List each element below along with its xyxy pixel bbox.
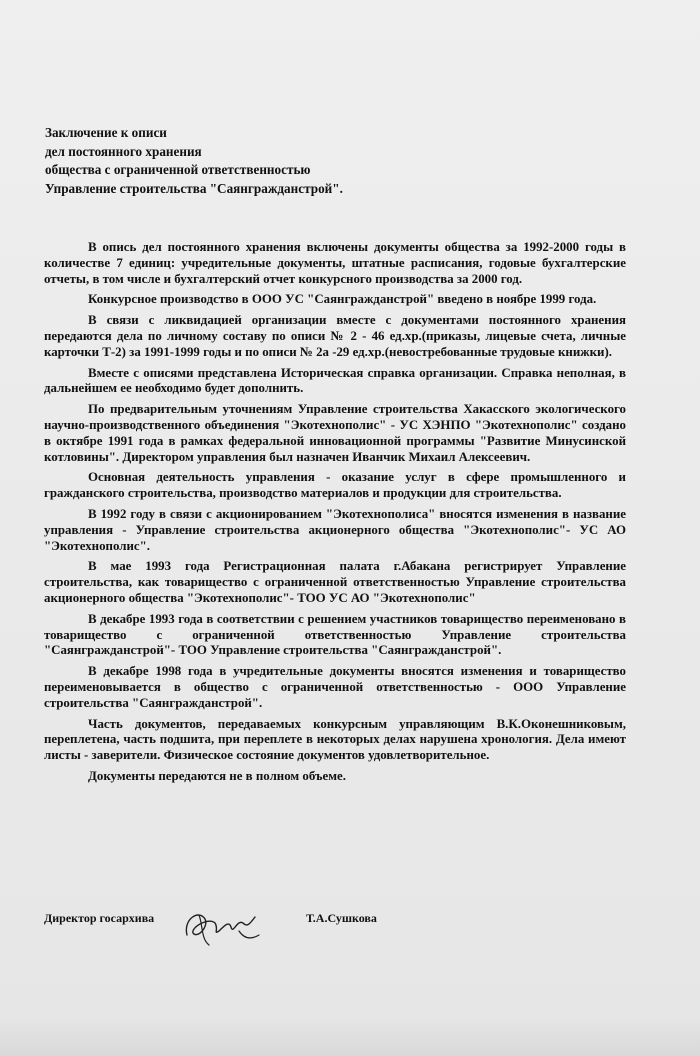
paragraph: В 1992 году в связи с акционированием "Экотехнополиса" вносятся изменения в название управления - Управление строительства акционерного общества "Экотехнополис"- УС АО "Экотехнополис". xyxy=(44,506,626,553)
paragraph: Вместе с описями представлена Историческая справка организации. Справка неполная, в дальнейшем ее необходимо будет дополнить. xyxy=(44,365,626,396)
paragraph: Конкурсное производство в ООО УС "Саянгражданстрой" введено в ноябре 1999 года. xyxy=(88,292,597,307)
signature-block xyxy=(44,905,644,955)
document-header xyxy=(45,124,343,198)
paragraph: В опись дел постоянного хранения включены документы общества за 1992-2000 годы в количестве 7 единиц: учредительные документы, штатные расписания, годовые бухгалтерские отчеты, в том числе и бухгалтерский отчет конкурсного производства за 2000 год. xyxy=(44,240,626,286)
handwritten-signature-icon xyxy=(179,905,269,949)
header-line: дел постоянного хранения xyxy=(45,143,202,159)
paragraph: По предварительным уточнениям Управление строительства Хакасского экологического научно-производственного объединения "Экотехнополис" - УС ХЭНПО "Экотехнополис" создано в октябре 1991 года в рамках федеральной инновационной программы "Развитие Минусинской котловины". Директором управления был назначен Иванчик Михаил Алексеевич. xyxy=(44,402,626,464)
document-body xyxy=(44,240,626,790)
header-line: общества с ограниченной ответственностью xyxy=(45,162,311,177)
signatory-role: Директор госархива xyxy=(44,911,155,925)
header-line: Заключение к описи xyxy=(45,125,167,140)
scan-shadow xyxy=(0,1016,700,1056)
signatory-name: Т.А.Сушкова xyxy=(306,911,377,925)
paragraph: В мае 1993 года Регистрационная палата г.Абакана регистрирует Управление строительства, как товарищество с ограниченной ответственностью Управление строительства акционерного общества "Экотехнополис"- ТОО УС АО "Экотехнополис" xyxy=(44,559,626,605)
paragraph: Часть документов, передаваемых конкурсным управляющим В.К.Оконешниковым, переплетена, часть подшита, при переплете в некоторых делах нарушена хронология. Дела имеют листы - заверители. Физическое состояние документов удовлетворительное. xyxy=(44,716,626,763)
header-line: Управление строительства "Саянгражданстрой". xyxy=(45,180,343,196)
paragraph: В декабре 1998 года в учредительные документы вносятся изменения и товарищество переименовывается в общество с ограниченной ответственностью - ООО Управление строительства "Саянгражданстрой". xyxy=(44,664,626,710)
closing-line: Документы передаются не в полном объеме. xyxy=(88,768,346,783)
paragraph: В связи с ликвидацией организации вместе с документами постоянного хранения передаются дела по личному составу по описи № 2 - 46 ед.хр.(приказы, лицевые счета, личные карточки Т-2) за 1991-1999 годы и по описи № 2а -29 ед.хр.(невостребованные трудовые книжки). xyxy=(44,313,626,359)
paragraph: Основная деятельность управления - оказание услуг в сфере промышленного и гражданского строительства, производство материалов и продукции для строительства. xyxy=(44,470,626,501)
paragraph: В декабре 1993 года в соответствии с решением участников товарищество переименовано в товарищество с ограниченной ответственностью Управление строительства "Саянгражданстрой"- ТОО Управление строительства "Саянгражданстрой". xyxy=(44,611,626,658)
